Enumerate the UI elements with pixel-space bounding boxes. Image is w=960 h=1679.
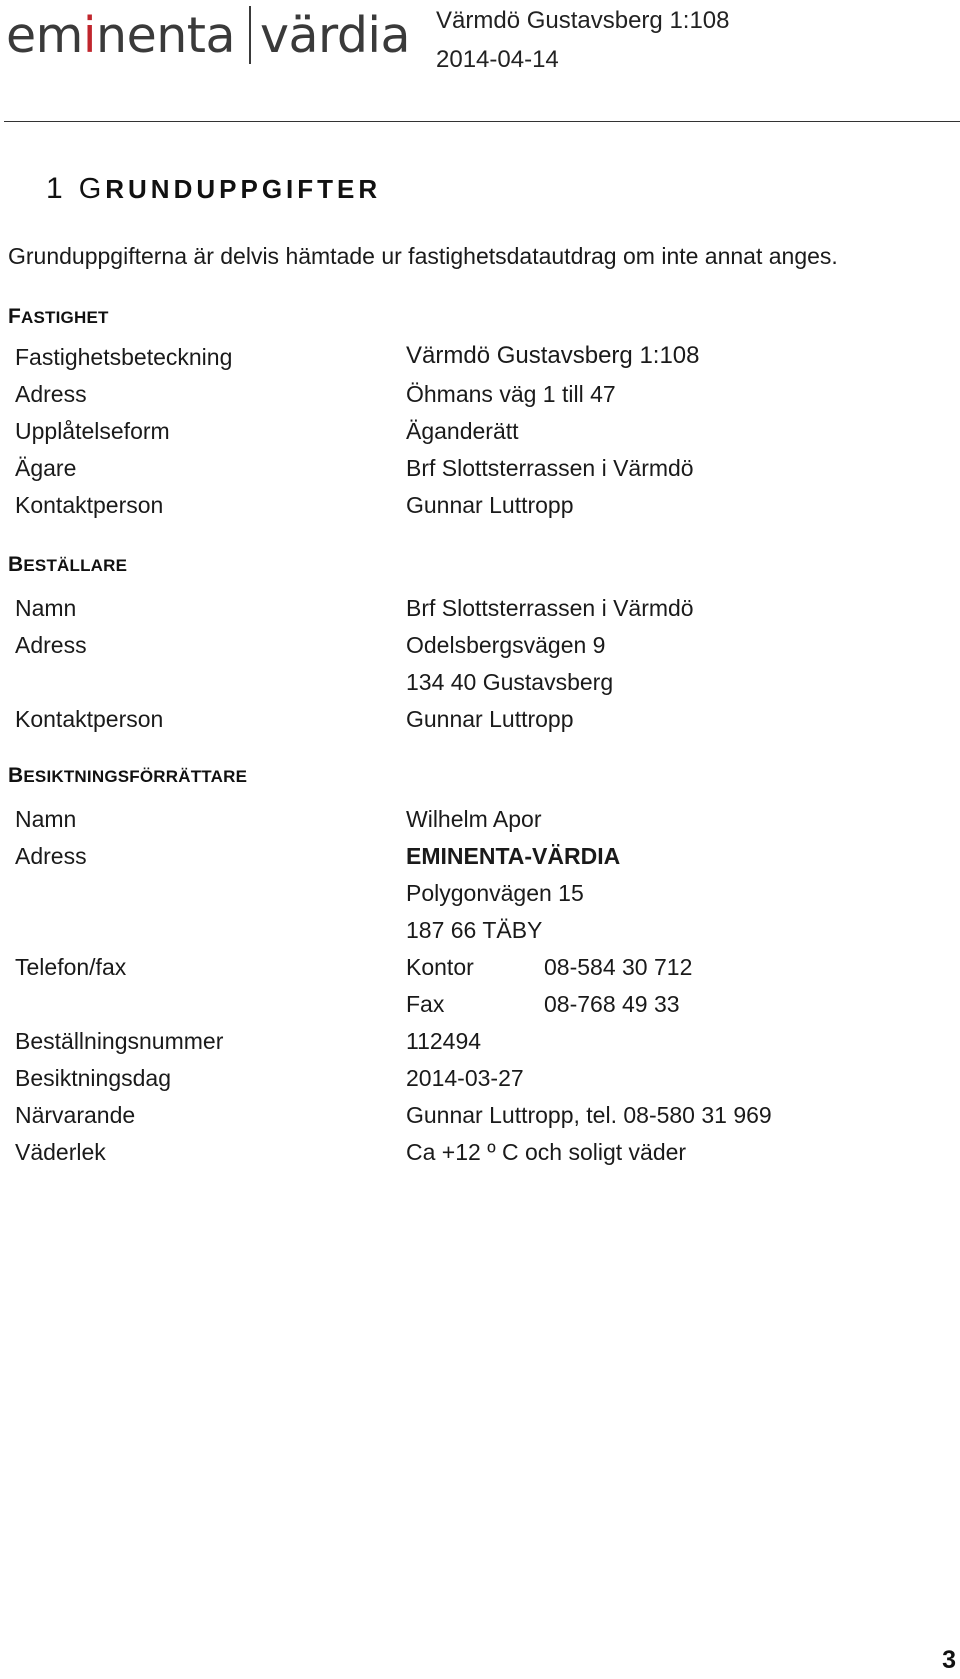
fastighet-value: Äganderätt — [406, 418, 519, 444]
fastighet-label: Upplåtelseform — [15, 418, 170, 444]
besiktning-value: Ca +12 º C och soligt väder — [406, 1139, 687, 1165]
fastighet-value: Värmdö Gustavsberg 1:108 — [406, 342, 700, 369]
besiktning-value: Fax — [406, 991, 445, 1017]
bestallare-label: Adress — [15, 632, 87, 658]
header-date: 2014-04-14 — [436, 46, 559, 73]
fastighet-label: Adress — [15, 381, 87, 407]
section-heading — [46, 172, 381, 206]
page-number: 3 — [942, 1646, 956, 1674]
header-property: Värmdö Gustavsberg 1:108 — [436, 7, 730, 34]
fastighet-heading: FASTIGHET — [8, 305, 109, 328]
besiktning-label: Besiktningsdag — [15, 1065, 171, 1091]
fax-number: 08-768 49 33 — [544, 991, 680, 1017]
bestallare-label: Namn — [15, 595, 77, 621]
besiktning-value: EMINENTA-VÄRDIA — [406, 843, 621, 869]
besiktning-value: 2014-03-27 — [406, 1065, 524, 1091]
besiktning-label: Namn — [15, 806, 77, 832]
intro-text: Grunduppgifterna är delvis hämtade ur fastighetsdatautdrag om inte annat anges. — [8, 243, 838, 269]
company-logo — [6, 2, 410, 68]
bestallare-value: 134 40 Gustavsberg — [406, 669, 614, 695]
besiktning-value: Kontor — [406, 954, 474, 980]
fastighet-label: Kontaktperson — [15, 492, 164, 518]
besiktning-label: Beställningsnummer — [15, 1028, 224, 1054]
besiktning-value: Wilhelm Apor — [406, 806, 542, 832]
besiktning-heading: BESIKTNINGSFÖRRÄTTARE — [8, 764, 248, 787]
section-title-initial: G — [78, 173, 106, 205]
besiktning-value: 112494 — [406, 1028, 482, 1054]
besiktning-value: Polygonvägen 15 — [406, 880, 584, 906]
fastighet-value: Öhmans väg 1 till 47 — [406, 381, 616, 407]
section-number: 1 — [46, 172, 63, 205]
header-divider — [4, 121, 960, 122]
logo-wordmark-left: eminenta — [6, 6, 236, 64]
fastighet-label: Ägare — [15, 455, 77, 481]
phone-number: 08-584 30 712 — [544, 954, 693, 980]
besiktning-label: Närvarande — [15, 1102, 136, 1128]
besiktning-label: Telefon/fax — [15, 954, 127, 980]
fastighet-label: Fastighetsbeteckning — [15, 344, 233, 370]
bestallare-label: Kontaktperson — [15, 706, 164, 732]
besiktning-label: Väderlek — [15, 1139, 106, 1165]
fastighet-value: Brf Slottsterrassen i Värmdö — [406, 455, 694, 481]
logo-divider — [249, 6, 251, 64]
besiktning-value: 187 66 TÄBY — [406, 917, 543, 943]
bestallare-value: Odelsbergsvägen 9 — [406, 632, 606, 658]
besiktning-label: Adress — [15, 843, 87, 869]
fastighet-value: Gunnar Luttropp — [406, 492, 574, 518]
bestallare-value: Brf Slottsterrassen i Värmdö — [406, 595, 694, 621]
bestallare-heading: BESTÄLLARE — [8, 553, 128, 576]
bestallare-value: Gunnar Luttropp — [406, 706, 574, 732]
besiktning-value: Gunnar Luttropp, tel. 08-580 31 969 — [406, 1102, 772, 1128]
logo-wordmark-right: värdia — [260, 6, 411, 64]
section-title-rest: RUNDUPPGIFTER — [105, 174, 382, 204]
